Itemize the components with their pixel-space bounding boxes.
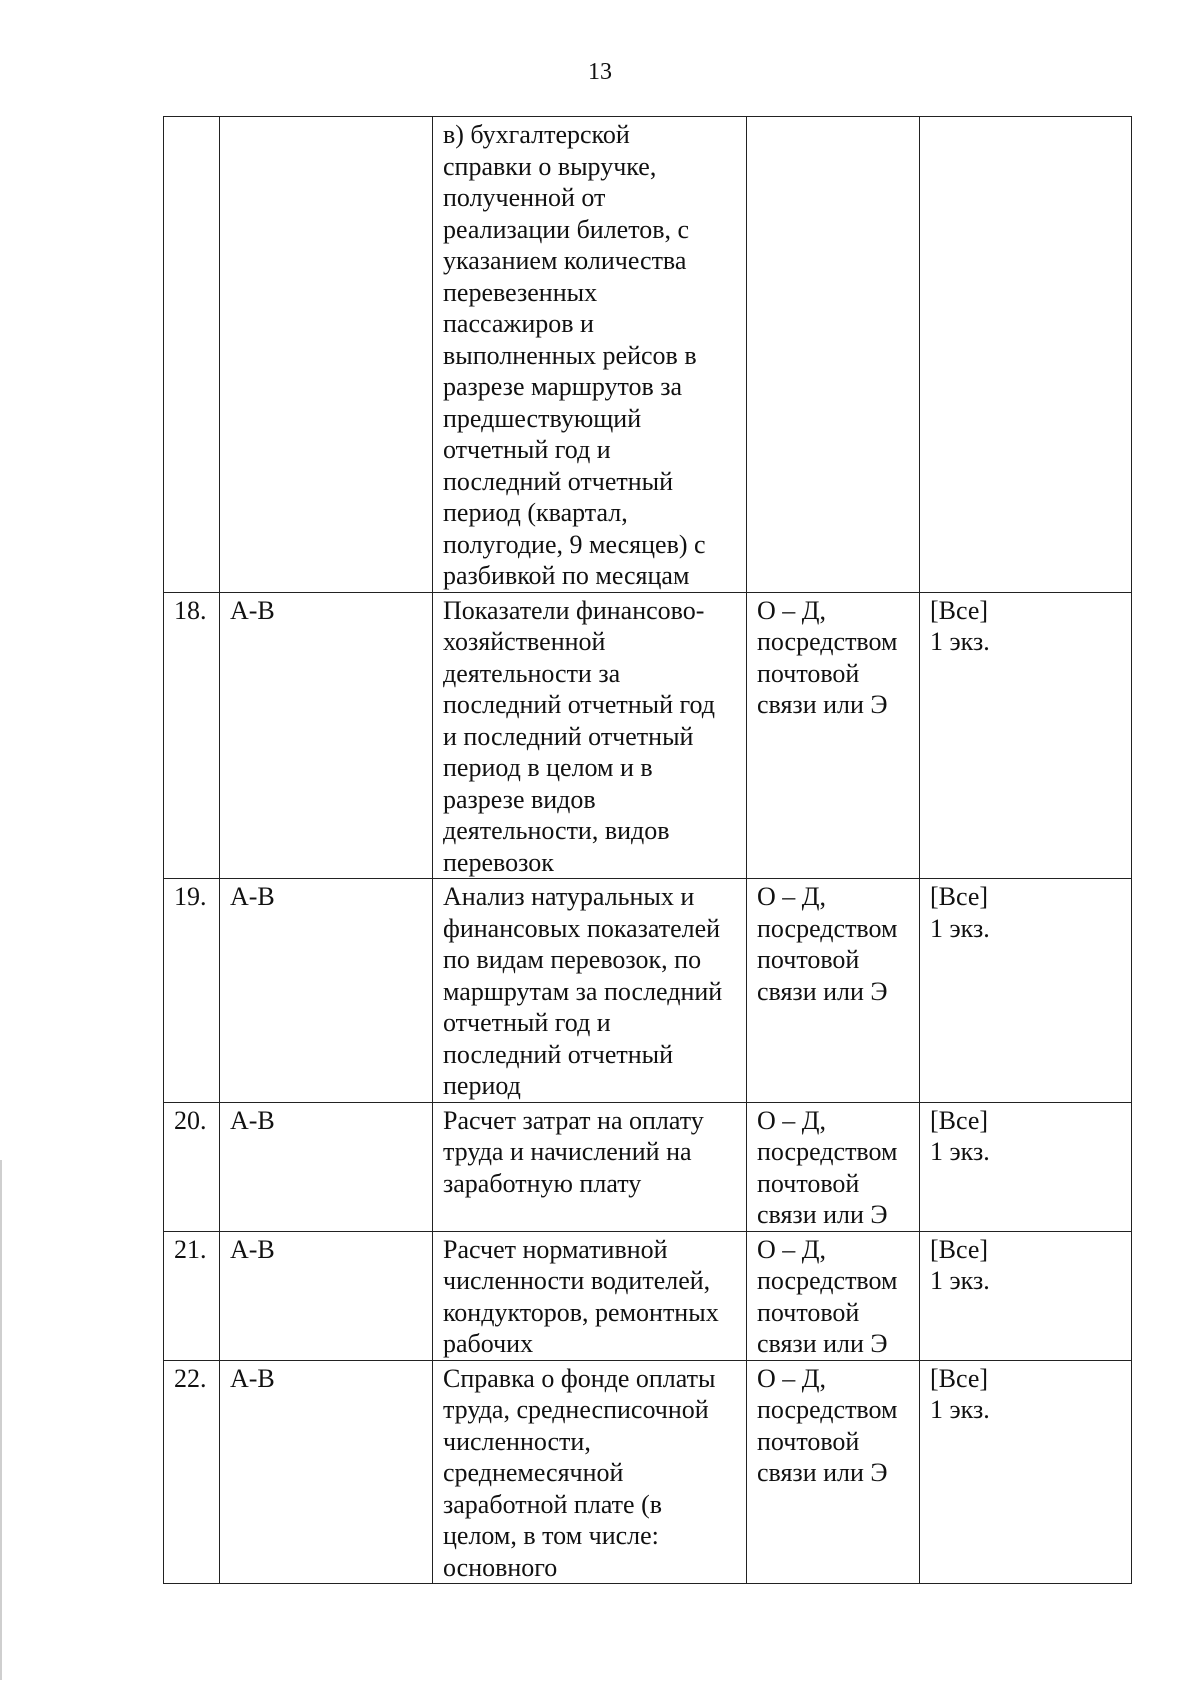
submission-form-cell-line: О – Д, [757,882,827,911]
table-body [164,117,1132,1584]
row-number-cell [164,117,220,593]
copies-cell [920,592,1132,879]
submission-form-cell-line: связи или Э [757,1458,888,1487]
copies-cell-line: 1 экз. [930,1137,990,1166]
code-cell: А-В [220,592,433,879]
document-name-cell-line: среднемесячной [443,1458,624,1487]
document-name-cell-line: последний отчетный год [443,690,716,719]
document-table [163,116,1132,1584]
copies-cell-line: [Все] [930,595,989,625]
document-name-cell-line: предшествующий [443,403,642,433]
copies-cell-line: [Все] [930,882,989,911]
document-name-cell-line: последний отчетный [443,466,674,496]
submission-form-cell [747,1360,920,1584]
copies-cell [920,1102,1132,1231]
copies-cell [920,117,1132,593]
table-row [164,1102,1132,1231]
document-name-cell [433,592,747,879]
submission-form-cell-line: связи или Э [757,976,888,1006]
document-name-cell-line: справки о выручке, [443,151,657,181]
document-name-cell-line: финансовых показателей [443,913,721,943]
code-cell: А-В [220,879,433,1103]
document-name-cell-line: Расчет нормативной [443,1234,668,1264]
document-name-cell [433,1231,747,1360]
copies-cell-line: 1 экз. [930,913,990,943]
document-name-cell [433,117,747,593]
document-name-cell-line: Справка о фонде оплаты [443,1363,716,1393]
submission-form-cell-line: О – Д, [757,595,827,625]
document-name-cell [433,879,747,1103]
document-name-cell-line: основного [443,1552,558,1582]
submission-form-cell-line: посредством [757,1266,898,1295]
table-row [164,1231,1132,1360]
submission-form-cell [747,879,920,1103]
row-number-cell: 18. [164,592,220,879]
copies-cell-line: 1 экз. [930,1395,990,1424]
submission-form-cell [747,592,920,879]
code-cell [220,117,433,593]
submission-form-cell-line: почтовой [757,658,860,688]
submission-form-cell-line: почтовой [757,1426,860,1456]
document-name-cell-line: разрезе маршрутов за [443,372,683,401]
copies-cell-line: [Все] [930,1234,989,1264]
copies-cell-line: [Все] [930,1363,989,1393]
document-name-cell-line: пассажиров и [443,309,594,338]
document-name-cell-line: отчетный год и [443,1008,611,1037]
document-name-cell-line: период в целом и в [443,753,653,782]
table-row [164,592,1132,879]
copies-cell [920,879,1132,1103]
document-name-cell [433,1360,747,1584]
document-name-cell-line: деятельности, видов [443,816,670,845]
submission-form-cell-line: связи или Э [757,1329,888,1358]
document-name-cell-line: период [443,1071,521,1100]
submission-form-cell-line: О – Д, [757,1234,827,1264]
document-name-cell-line: в) бухгалтерской [443,120,630,149]
document-name-cell-line: по видам перевозок, по [443,945,702,974]
document-name-cell-line: разрезе видов [443,784,596,814]
table-row [164,879,1132,1103]
page-number: 13 [588,59,612,85]
submission-form-cell-line: посредством [757,1395,898,1424]
document-name-cell-line: реализации билетов, с [443,214,690,244]
document-name-cell-line: перевезенных [443,277,598,307]
submission-form-cell [747,1231,920,1360]
submission-form-cell-line: посредством [757,1137,898,1166]
document-name-cell-line: хозяйственной [443,627,606,656]
document-name-cell-line: целом, в том числе: [443,1521,659,1550]
row-number-cell: 22. [164,1360,220,1584]
document-name-cell-line: полугодие, 9 месяцев) с [443,529,706,559]
row-number-cell: 21. [164,1231,220,1360]
document-name-cell-line: Анализ натуральных и [443,882,695,911]
copies-cell-line: 1 экз. [930,1266,990,1295]
copies-cell [920,1360,1132,1584]
document-name-cell-line: выполненных рейсов в [443,340,697,370]
submission-form-cell-line: почтовой [757,945,860,974]
submission-form-cell-line: связи или Э [757,1200,888,1229]
document-name-cell-line: Показатели финансово- [443,595,705,625]
copies-cell-line: [Все] [930,1105,989,1135]
document-name-cell-line: отчетный год и [443,435,611,464]
row-number-cell: 20. [164,1102,220,1231]
document-name-cell-line: и последний отчетный [443,721,694,751]
submission-form-cell-line: посредством [757,627,898,656]
code-cell: А-В [220,1102,433,1231]
submission-form-cell-line: О – Д, [757,1363,827,1393]
submission-form-cell [747,1102,920,1231]
document-name-cell-line: труда и начислений на [443,1137,692,1166]
submission-form-cell-line: почтовой [757,1297,860,1327]
table-row [164,117,1132,593]
scan-edge-mark [0,1160,2,1680]
document-name-cell [433,1102,747,1231]
document-name-cell-line: маршрутам за последний [443,976,723,1006]
document-name-cell-line: указанием количества [443,246,687,275]
document-name-cell-line: полученной от [443,183,606,212]
row-number-cell: 19. [164,879,220,1103]
document-name-cell-line: кондукторов, ремонтных [443,1297,719,1327]
code-cell: А-В [220,1231,433,1360]
document-name-cell-line: Расчет затрат на оплату [443,1105,704,1135]
submission-form-cell-line: почтовой [757,1168,860,1198]
table-row [164,1360,1132,1584]
document-name-cell-line: заработной плате (в [443,1489,663,1519]
document-name-cell-line: заработную плату [443,1168,642,1198]
code-cell: А-В [220,1360,433,1584]
document-name-cell-line: период (квартал, [443,498,628,527]
document-name-cell-line: рабочих [443,1329,534,1358]
document-name-cell-line: труда, среднесписочной [443,1395,709,1424]
document-name-cell-line: перевозок [443,847,554,877]
document-name-cell-line: численности водителей, [443,1266,711,1295]
copies-cell [920,1231,1132,1360]
document-name-cell-line: численности, [443,1426,591,1456]
document-name-cell-line: разбивкой по месяцам [443,561,690,590]
submission-form-cell-line: связи или Э [757,690,888,719]
copies-cell-line: 1 экз. [930,627,990,656]
document-name-cell-line: деятельности за [443,658,621,688]
submission-form-cell-line: О – Д, [757,1105,827,1135]
document-name-cell-line: последний отчетный [443,1039,674,1069]
submission-form-cell [747,117,920,593]
submission-form-cell-line: посредством [757,913,898,943]
